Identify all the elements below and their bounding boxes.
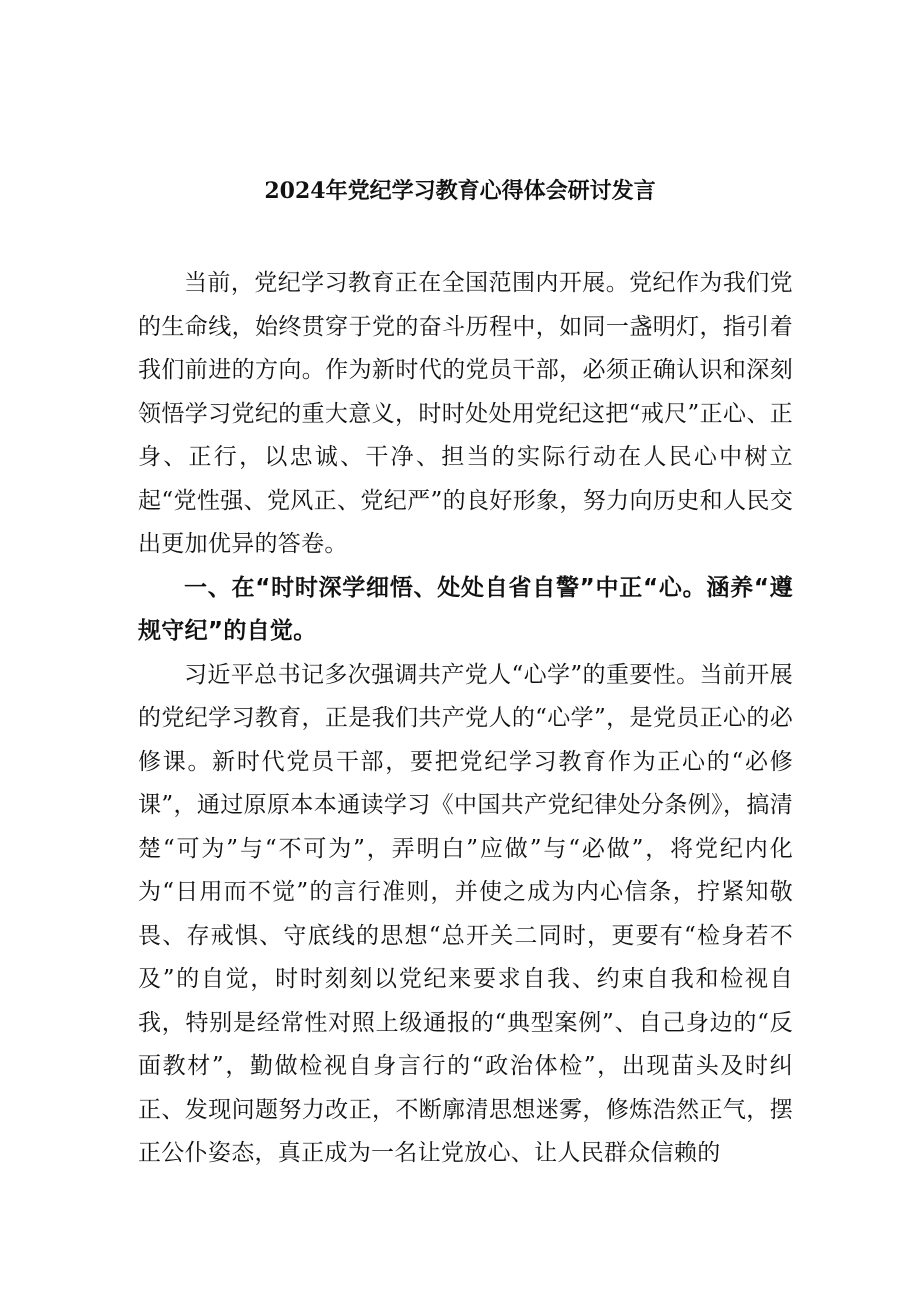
- section-paragraph-1: 习近平总书记多次强调共产党人“心学”的重要性。当前开展的党纪学习教育，正是我们共产党人的“心学”，是党员正心的必修课。新时代党员干部，要把党纪学习教育作为正心的“必修课”，通过原原本本通读学习《中国共产党纪律处分条例》，搞清楚“可为”与“不可为”，弄明白”应做”与“必做”，将党纪内化为“日用而不觉”的言行准则，并使之成为内心信条，拧紧知敬畏、存戒惧、守底线的思想“总开关二同时，更要有“检身若不及”的自觉，时时刻刻以党纪来要求自我、约束自我和检视自我，特别是经常性对照上级通报的“典型案例”、自己身边的“反面教材”，勤做检视自身言行的“政治体检”，出现苗头及时纠正、发现问题努力改正，不断廓清思想迷雾，修炼浩然正气，摆正公仆姿态，真正成为一名让党放心、让人民群众信赖的: [138, 661, 793, 1166]
- intro-paragraph: 当前，党纪学习教育正在全国范围内开展。党纪作为我们党的生命线，始终贯穿于党的奋斗历程中，如同一盏明灯，指引着我们前进的方向。作为新时代的党员干部，必须正确认识和深刻领悟学习党纪的重大意义，时时处处用党纪这把“戒尺”正心、正身、正行，以忠诚、干净、担当的实际行动在人民心中树立起“党性强、党风正、党纪严”的良好形象，努力向历史和人民交出更加优异的答卷。: [138, 270, 793, 557]
- document-title: 2024年党纪学习教育心得体会研讨发言: [264, 178, 656, 204]
- section-heading-1: 一、在“时时深学细悟、处处自省自警”中正“心。涵养“遵规守纪”的自觉。: [138, 574, 793, 644]
- document-body: [138, 262, 793, 1176]
